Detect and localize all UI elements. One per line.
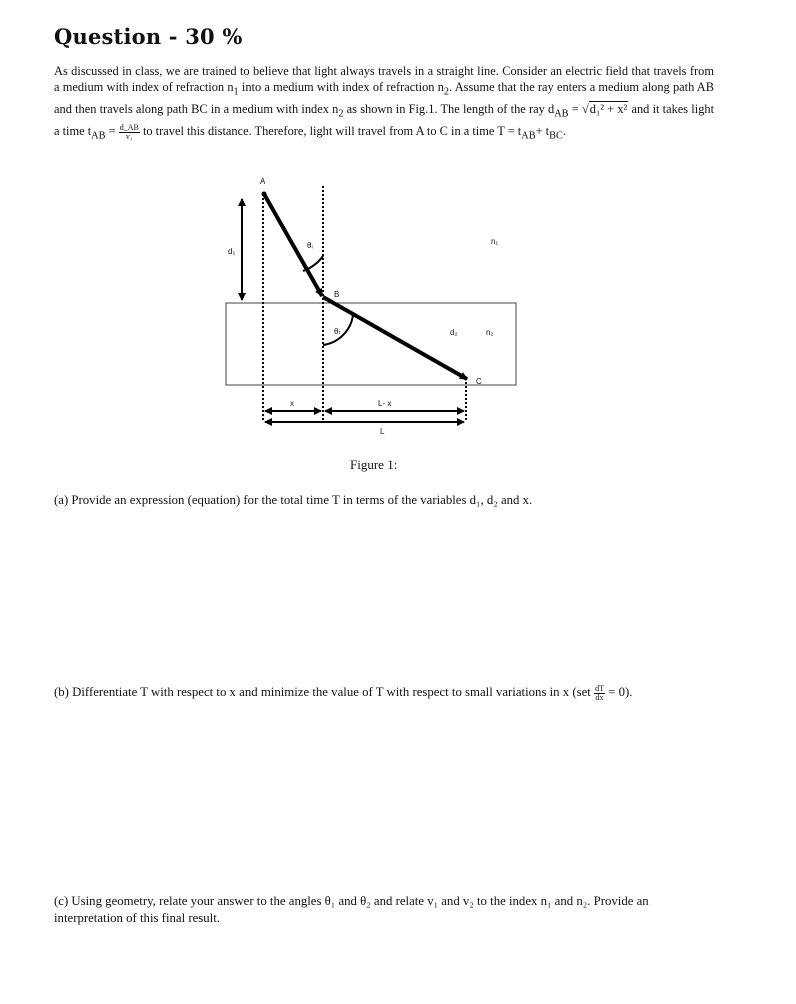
label-d1: d₁ — [228, 247, 236, 256]
label-B: B — [334, 290, 340, 299]
sqrt-expression: d₁² + x² — [589, 102, 628, 117]
label-theta-t: θₜ — [334, 327, 341, 336]
question-a: (a) Provide an expression (equation) for the total time T in terms of the variables d₁, d₂ and x. — [54, 493, 533, 507]
intro-paragraph: As discussed in class, we are trained to believe that light always travels in a straight line. Consider an electric field that travels from a medium with index of refraction $n_1$ into a medium with index of refraction $n_2$. Assume that the ray enters a medium along path AB and then travels along path BC in a medium with index $n_2$ as shown in Fig.1. The length of the ray $d_{AB} = √d_1^2 + x^2$ and it takes light a time $t_{AB}$ = $\frac{d\_AB}{\text{v₁}}$ to travel this distance. Therefore, light will travel from A to C in a time $T = t_{AB}+ t_{BC}$. — [54, 64, 715, 142]
label-C: C — [476, 377, 482, 386]
label-x: x — [290, 399, 294, 408]
refraction-figure — [210, 172, 530, 444]
question-heading: Question - 30 % — [54, 24, 243, 49]
derivative-fraction: $\frac{dT}{dx}$ — [595, 684, 604, 702]
medium-2-box — [226, 303, 516, 385]
refraction-diagram — [210, 172, 530, 444]
question-c: (c) Using geometry, relate your answer to the angles θ₁ and θ₂ and relate v₁ and v₂ to the index n₁ and n₂. Provide an interpretation of this final result. — [54, 894, 649, 925]
label-A: A — [260, 177, 266, 186]
label-n1: n₁ — [491, 237, 499, 246]
label-L: L — [380, 427, 385, 436]
label-L-minus-x: L- x — [378, 399, 392, 408]
theta-i-arc — [303, 256, 323, 271]
point-A — [262, 192, 267, 197]
label-theta-i: θᵢ — [307, 241, 313, 250]
label-n2: n₂ — [486, 328, 494, 337]
question-b: (b) Differentiate T with respect to x and minimize the value of T with respect to small variations in x (set $\frac{dT}{dx}$ = 0). — [54, 684, 633, 702]
ray-BC — [323, 297, 467, 379]
figure-caption: Figure 1: — [350, 457, 398, 472]
ray-AB — [264, 194, 322, 296]
time-fraction: $\frac{d\_AB}{\text{v₁}}$ — [119, 122, 139, 141]
label-d2: d₂ — [450, 328, 458, 337]
